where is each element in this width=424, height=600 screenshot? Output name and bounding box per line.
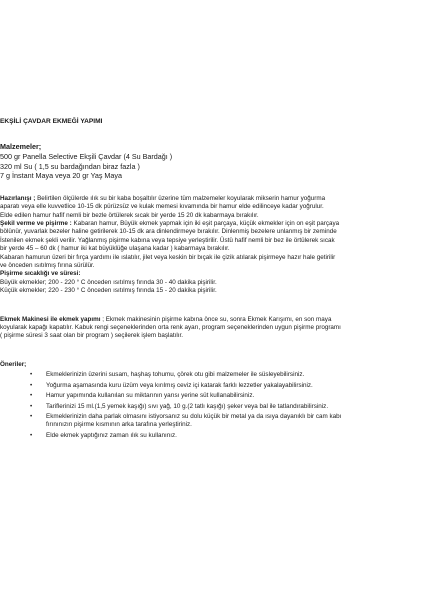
sekil-text: Kabaran hamurun üzeri bir fırça yardımı ile ıslatılır, jilet veya keskin bir bıçak ile çizik atılarak pişirmeye hazır hale getirilir: [0, 253, 336, 261]
list-item: [0, 371, 416, 379]
machine-text: ; Ekmek makinesinin pişirme kabına önce su, sonra Ekmek Karışımı, en son maya: [100, 315, 332, 323]
bullet-icon: •: [30, 381, 33, 389]
sekil-text: bir yerde 45 – 60 dk ( hamur iki kat büyüklüğe ulaşana kadar ) kabarmaya bırakılır.: [0, 245, 230, 253]
bullet-icon: •: [30, 431, 33, 439]
sekil-text: Kabaran hamur, Büyük ekmek yapmak için iki eşit parçaya, küçük ekmekler için on eşit parçaya: [71, 220, 340, 227]
list-item: [0, 413, 416, 430]
baking-line: Küçük ekmekler; 220 - 230 ° C önceden ısıtılmış fırında 15 - 20 dakika pişirilir.: [0, 287, 217, 295]
tips-list: [0, 371, 416, 440]
tip-text: Ekmeklerinizin üzerini susam, haşhaş tohumu, çörek otu gibi malzemeler ile süsleyebilirsiniz.: [46, 371, 305, 379]
tip-text: Yoğurma aşamasında kuru üzüm veya kırılmış ceviz içi katarak farklı lezzetler yakalayabilirsiniz.: [46, 381, 313, 389]
tip-text: Tariflerinizi 15 ml.(1,5 yemek kaşığı) sıvı yağ, 10 g.(2 tatlı kaşığı) şeker veya bal ile tatlandırabilirsiniz.: [46, 402, 329, 410]
ingredients-section: [0, 142, 416, 180]
bullet-icon: •: [30, 371, 33, 379]
bullet-icon: •: [30, 412, 33, 420]
list-item: [0, 392, 416, 400]
baking-heading: Pişirme sıcaklığı ve süresi:: [0, 270, 81, 278]
ingredient-item: 320 ml Su ( 1,5 su bardağından biraz fazla ): [0, 161, 140, 171]
recipe-document: [0, 118, 416, 442]
list-item: [0, 432, 416, 440]
list-item: [0, 382, 416, 390]
ingredient-item: 500 gr Panella Selective Ekşili Çavdar (4 Su Bardağı ): [0, 152, 173, 161]
bullet-icon: •: [30, 392, 33, 400]
machine-text: koyularak kapağı kapatılır. Kabuk rengi seçeneklerinden orta renk ayarı, program seçeneklerinden uygun pişirme programı: [0, 324, 341, 332]
hazirlanis-text: aparatı veya elle kuvvetlice 10-15 dk pürüzsüz ve kulak memesi kıvamında bir hamur elde edilinceye kadar yoğrulur.: [0, 203, 324, 211]
hazirlanis-text: Belirtilen ölçülerde ılık su bir kaba boşaltılır üzerine tüm malzemeler koyularak mikserin hamur yoğurma: [35, 194, 326, 202]
tip-text: Hamur yapımında kullanılan su miktarının yarısı yerine süt kullanabilirsiniz.: [46, 392, 255, 400]
machine-section: [0, 316, 416, 341]
machine-text: ( pişirme süresi 3 saat olan bir program ) seçilerek işlem başlatılır.: [0, 332, 184, 340]
list-item: [0, 403, 416, 411]
baking-line: Büyük ekmekler; 200 - 220 ° C önceden ısıtılmış fırında 30 - 40 dakika pişirilir.: [0, 278, 217, 286]
sekil-text: İstenilen ekmek şekli verilir. Yağlanmış pişirme kabına veya tepsiye yerleştirilir. Üstü hafif nemli bir bez ile örtülerek sıcak: [0, 236, 335, 244]
preparation-section: [0, 195, 416, 271]
recipe-title: EKŞİLİ ÇAVDAR EKMEĞİ YAPIMI: [0, 118, 103, 125]
baking-section: [0, 270, 416, 295]
tips-section: [0, 361, 416, 440]
sekil-text: ve önceden ısıtılmış fırına sürülür.: [0, 262, 95, 270]
hazirlanis-label: Hazırlanışı ;: [0, 194, 36, 202]
tip-text: Elde ekmek yaptığınız zaman ılık su kullanınız.: [46, 431, 177, 439]
tips-heading: Öneriler;: [0, 360, 27, 368]
tip-text: Ekmeklerinizin daha parlak olmasını istiyorsanız su dolu küçük bir metal ya da ısıya dayanıklı bir cam kabı fırınınızın pişirme kısmının arka tarafına yerleştiriniz.: [46, 412, 342, 429]
machine-label: Ekmek Makinesi ile ekmek yapımı: [0, 315, 101, 323]
ingredients-heading: Malzemeler;: [0, 142, 42, 152]
sekil-label: Şekil verme ve pişirme :: [0, 220, 72, 227]
ingredient-item: 7 g İnstant Maya veya 20 gr Yaş Maya: [0, 171, 122, 181]
bullet-icon: •: [30, 402, 33, 410]
hazirlanis-text: Elde edilen hamur hafif nemli bir bezle örtülerek sıcak bir yerde 15 20 dk kabarmaya bırakılır.: [0, 211, 259, 219]
sekil-text: bölünür, yuvarlak bezeler haline getirilerek 10-15 dk ara dinlendirmeye bırakılır. Dinlenmiş bezelere unlanmış bir zeminde: [0, 228, 337, 236]
